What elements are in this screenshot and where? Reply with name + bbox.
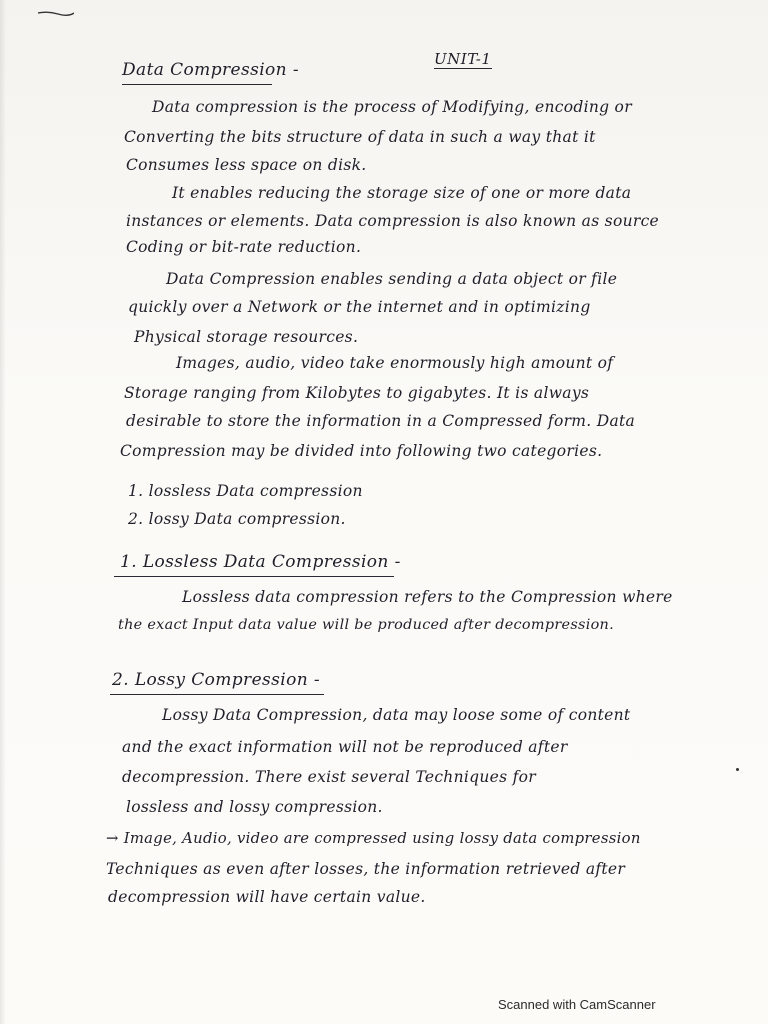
intro-p3-line-3: Physical storage resources. [134,328,359,346]
lossless-line-1: Lossless data compression refers to the Compression where [182,588,673,606]
intro-p4-line-1: Images, audio, video take enormously high amount of [176,354,614,372]
lossy-note-line-2: Techniques as even after losses, the information retrieved after [106,860,626,878]
intro-p4-line-3: desirable to store the information in a Compressed form. Data [126,412,636,430]
lossy-note-line-1: → Image, Audio, video are compressed using lossy data compression [106,830,641,847]
intro-p2-line-2: instances or elements. Data compression is also known as source [126,212,660,230]
intro-p2-line-1: It enables reducing the storage size of one or more data [172,184,632,202]
unit-label: UNIT-1 [434,50,492,68]
intro-p4-line-4: Compression may be divided into following two categories. [120,442,603,460]
intro-p4-line-2: Storage ranging from Kilobytes to gigabytes. It is always [124,384,590,402]
lossy-heading: 2. Lossy Compression - [112,670,321,690]
lossless-line-2: the exact Input data value will be produced after decompression. [118,617,615,633]
lossy-line-1: Lossy Data Compression, data may loose some of content [162,706,631,724]
lossy-line-3: decompression. There exist several Techniques for [122,768,536,786]
category-item-2: 2. lossy Data compression. [128,510,346,528]
lossy-line-2: and the exact information will not be reproduced after [122,738,568,756]
intro-p1-line-3: Consumes less space on disk. [126,156,367,174]
category-item-1: 1. lossless Data compression [128,482,363,500]
intro-p1-line-2: Converting the bits structure of data in such a way that it [124,128,596,146]
lossy-note-line-3: decompression will have certain value. [108,888,426,906]
lossless-heading-underline [114,576,394,577]
lossless-heading: 1. Lossless Data Compression - [120,552,401,572]
intro-p3-line-1: Data Compression enables sending a data object or file [166,270,618,288]
unit-underline [434,68,492,69]
scan-mark [38,10,74,16]
camscanner-watermark: Scanned with CamScanner [498,997,656,1012]
ink-dot [736,768,739,771]
lossy-heading-underline [110,694,324,695]
page-title: Data Compression - [122,60,299,80]
intro-p3-line-2: quickly over a Network or the internet and in optimizing [128,298,591,316]
title-underline [122,84,272,85]
intro-p1-line-1: Data compression is the process of Modifying, encoding or [152,98,632,116]
intro-p2-line-3: Coding or bit-rate reduction. [126,238,362,256]
lossy-line-4: lossless and lossy compression. [126,798,383,816]
